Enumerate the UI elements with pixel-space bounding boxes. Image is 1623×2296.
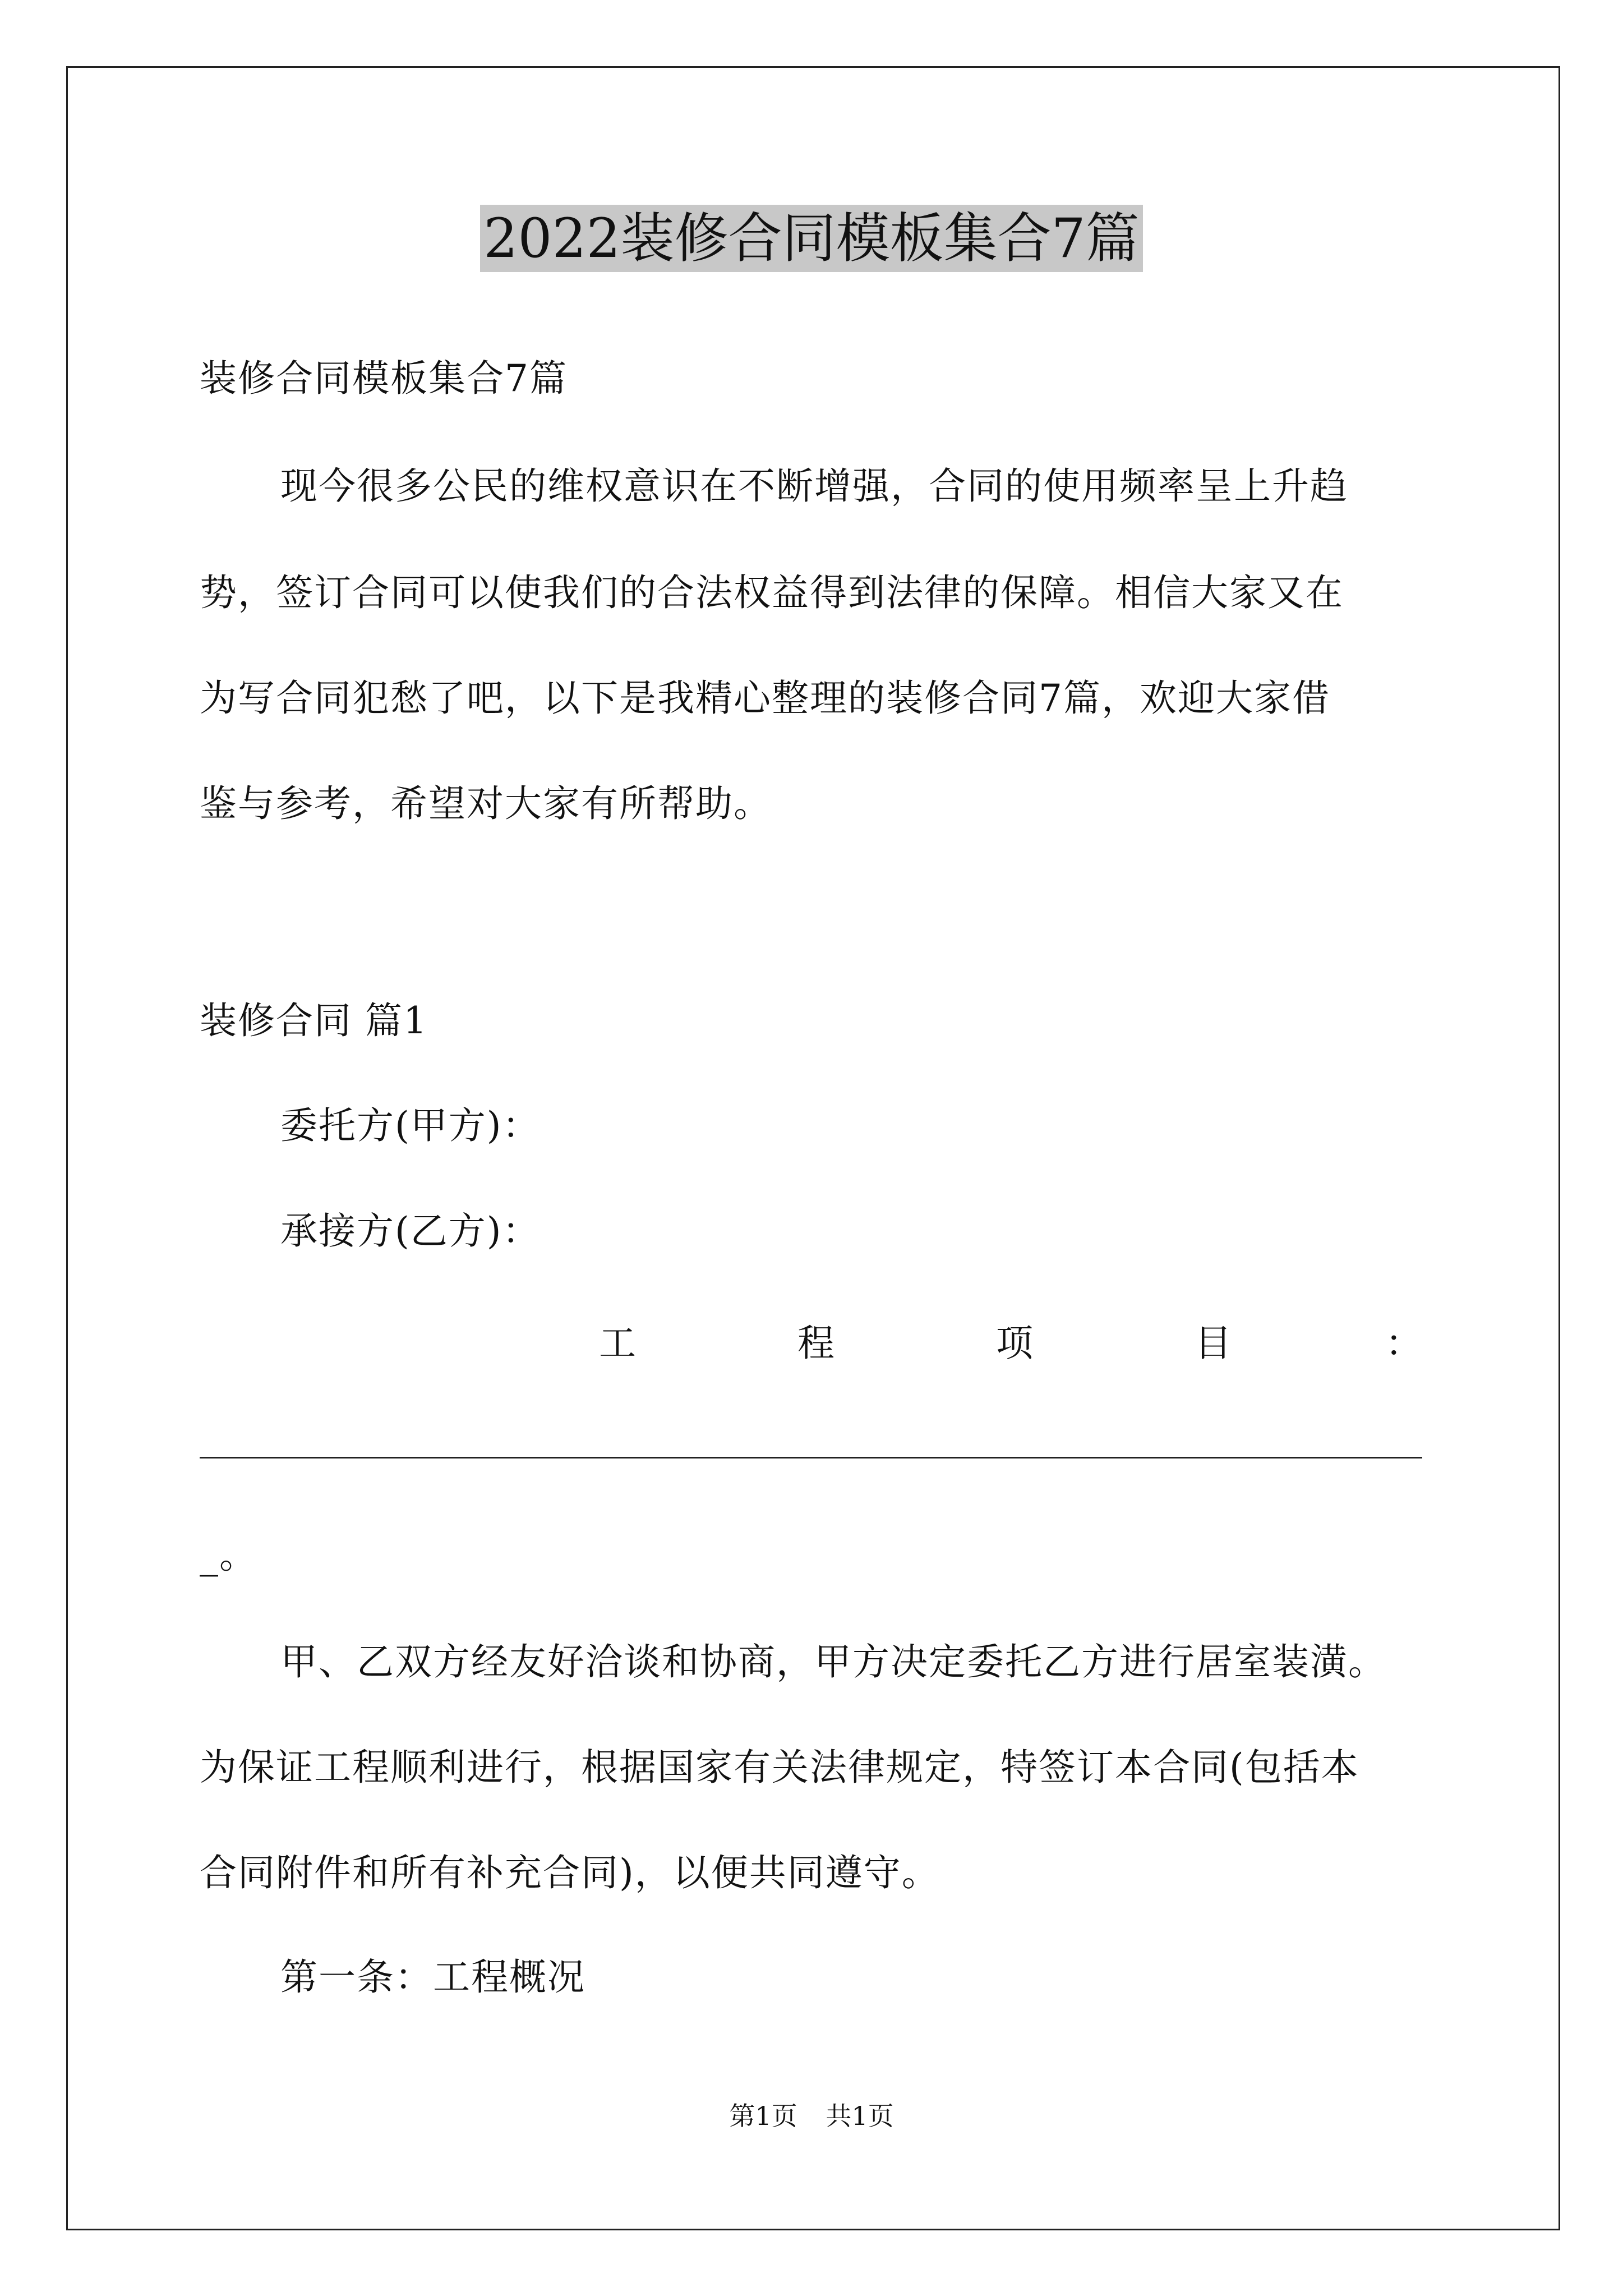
article-1-heading: 第一条：工程概况 [280,1955,585,1999]
page-footer [0,2099,1623,2133]
intro-line-1: 现今很多公民的维权意识在不断增强，合同的使用频率呈上升趋 [280,464,1348,508]
footer-page-total: 共1页 [826,2101,894,2131]
project-blank-end: _。 [200,1534,257,1577]
body-line-3: 合同附件和所有补充合同)，以便共同遵守。 [200,1851,940,1894]
project-blank-line [200,1457,1422,1458]
project-label-char-1: 工 [599,1322,636,1365]
intro-line-2: 势，签订合同可以使我们的合法权益得到法律的保障。相信大家又在 [200,571,1344,614]
project-label-char-3: 项 [996,1322,1033,1365]
subtitle: 装修合同模板集合7篇 [200,357,568,400]
section-heading: 装修合同 篇1 [200,999,428,1042]
title-text: 2022装修合同模板集合7篇 [480,205,1142,272]
body-line-2: 为保证工程顺利进行，根据国家有关法律规定，特签订本合同(包括本 [200,1746,1359,1789]
project-label-char-2: 程 [797,1322,834,1365]
document-title [0,202,1623,275]
project-label-char-4: 目 [1195,1322,1232,1365]
party-b-label: 承接方(乙方)： [280,1209,541,1253]
body-line-1: 甲、乙双方经友好洽谈和协商，甲方决定委托乙方进行居室装潢。 [280,1640,1386,1683]
party-a-label: 委托方(甲方)： [280,1104,541,1147]
intro-line-4: 鉴与参考，希望对大家有所帮助。 [200,782,772,825]
project-label-colon: ： [1385,1322,1422,1365]
footer-page-number: 第1页 [729,2101,797,2131]
intro-line-3: 为写合同犯愁了吧，以下是我精心整理的装修合同7篇，欢迎大家借 [200,677,1330,720]
